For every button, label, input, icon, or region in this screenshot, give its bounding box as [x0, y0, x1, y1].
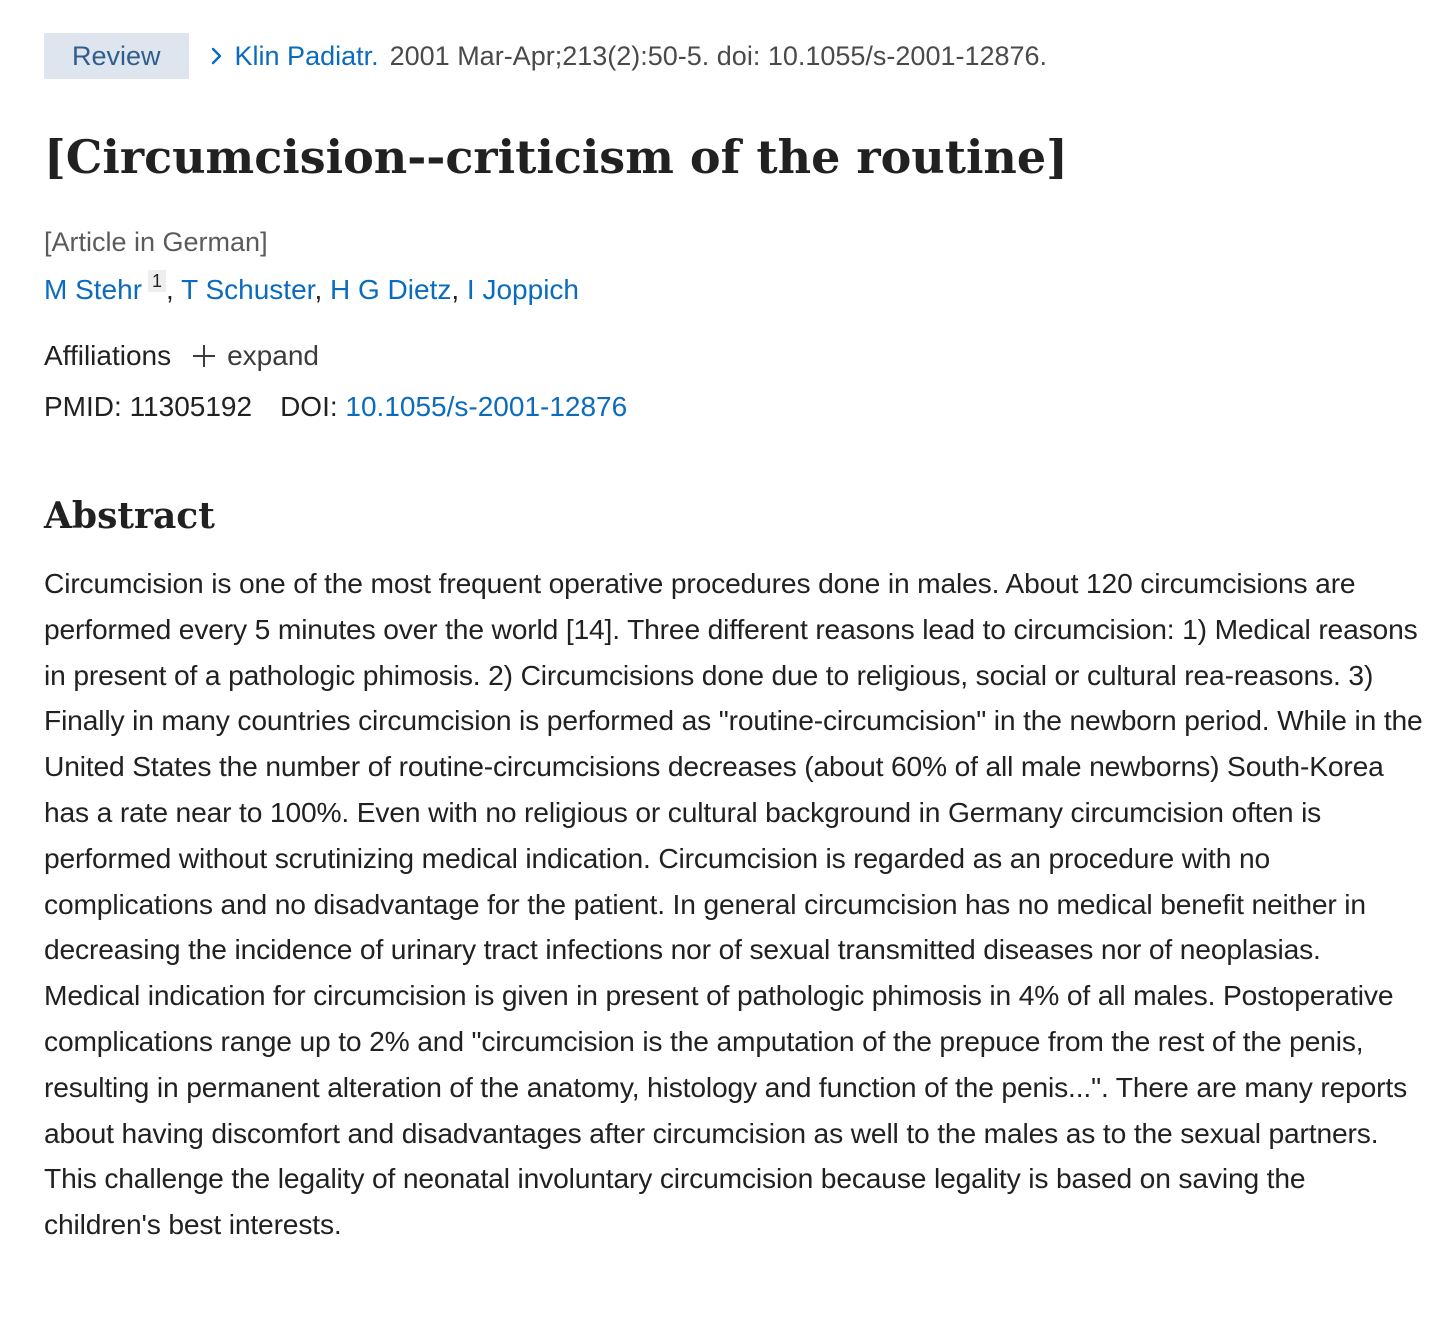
author-link[interactable]: M Stehr	[44, 274, 143, 305]
plus-icon	[193, 345, 215, 367]
chevron-right-icon	[209, 44, 225, 68]
affiliation-ref-button[interactable]: 1	[148, 270, 166, 292]
affiliations-label: Affiliations	[44, 340, 172, 371]
affiliations-row	[44, 339, 1456, 373]
author-separator: ,	[314, 274, 330, 305]
review-badge: Review	[44, 33, 189, 79]
journal-link[interactable]: Klin Padiatr.	[234, 40, 379, 71]
abstract-heading: Abstract	[44, 495, 215, 537]
author-separator: ,	[451, 274, 467, 305]
article-title: [Circumcision--criticism of the routine]	[44, 130, 1068, 184]
author-list	[44, 270, 1456, 307]
citation-row	[44, 33, 1456, 79]
identifiers-row	[44, 390, 1456, 424]
doi-link[interactable]: 10.1055/s-2001-12876	[345, 391, 628, 422]
citation-details: 2001 Mar-Apr;213(2):50-5. doi: 10.1055/s-2001-12876.	[389, 40, 1048, 71]
author-separator: ,	[166, 274, 182, 305]
pmid-value: 11305192	[129, 391, 253, 422]
author-link[interactable]: I Joppich	[466, 274, 579, 305]
expand-label: expand	[227, 340, 319, 371]
author-link[interactable]: T Schuster	[181, 274, 315, 305]
expand-affiliations-button[interactable]	[193, 339, 319, 373]
doi-label: DOI:	[280, 391, 338, 422]
language-note: [Article in German]	[44, 227, 268, 257]
pmid-label: PMID:	[44, 391, 122, 422]
abstract-text: Circumcision is one of the most frequent operative procedures done in males. About 120 circumcisions are performed every 5 minutes over the world [14]. Three different reasons lead to circumcision: 1) Medical reasons in present of a pathologic phimosis. 2) Circumcisions done due to religious, social or cultural rea-reasons. 3) Finally in many countries circumcision is performed as "routine-circumcision" in the newborn period. While in the United States the number of routine-circumcisions decreases (about 60% of all male newborns) South-Korea has a rate near to 100%. Even with no religious or cultural background in Germany circumcision often is performed without scrutinizing medical indication. Circumcision is regarded as an procedure with no complications and no disadvantage for the patient. In general circumcision has no medical benefit neither in decreasing the incidence of urinary tract infections nor of sexual transmitted diseases nor of neoplasias. Medical indication for circumcision is given in present of pathologic phimosis in 4% of all males. Postoperative complications range up to 2% and "circumcision is the amputation of the prepuce from the rest of the penis, resulting in permanent alteration of the anatomy, histology and function of the penis...". There are many reports about having discomfort and disadvantages after circumcision as well to the males as to the sexual partners. This challenge the legality of neonatal involuntary circumcision because legality is based on saving the children's best interests.	[44, 567, 1423, 1241]
author-link[interactable]: H G Dietz	[330, 274, 452, 305]
